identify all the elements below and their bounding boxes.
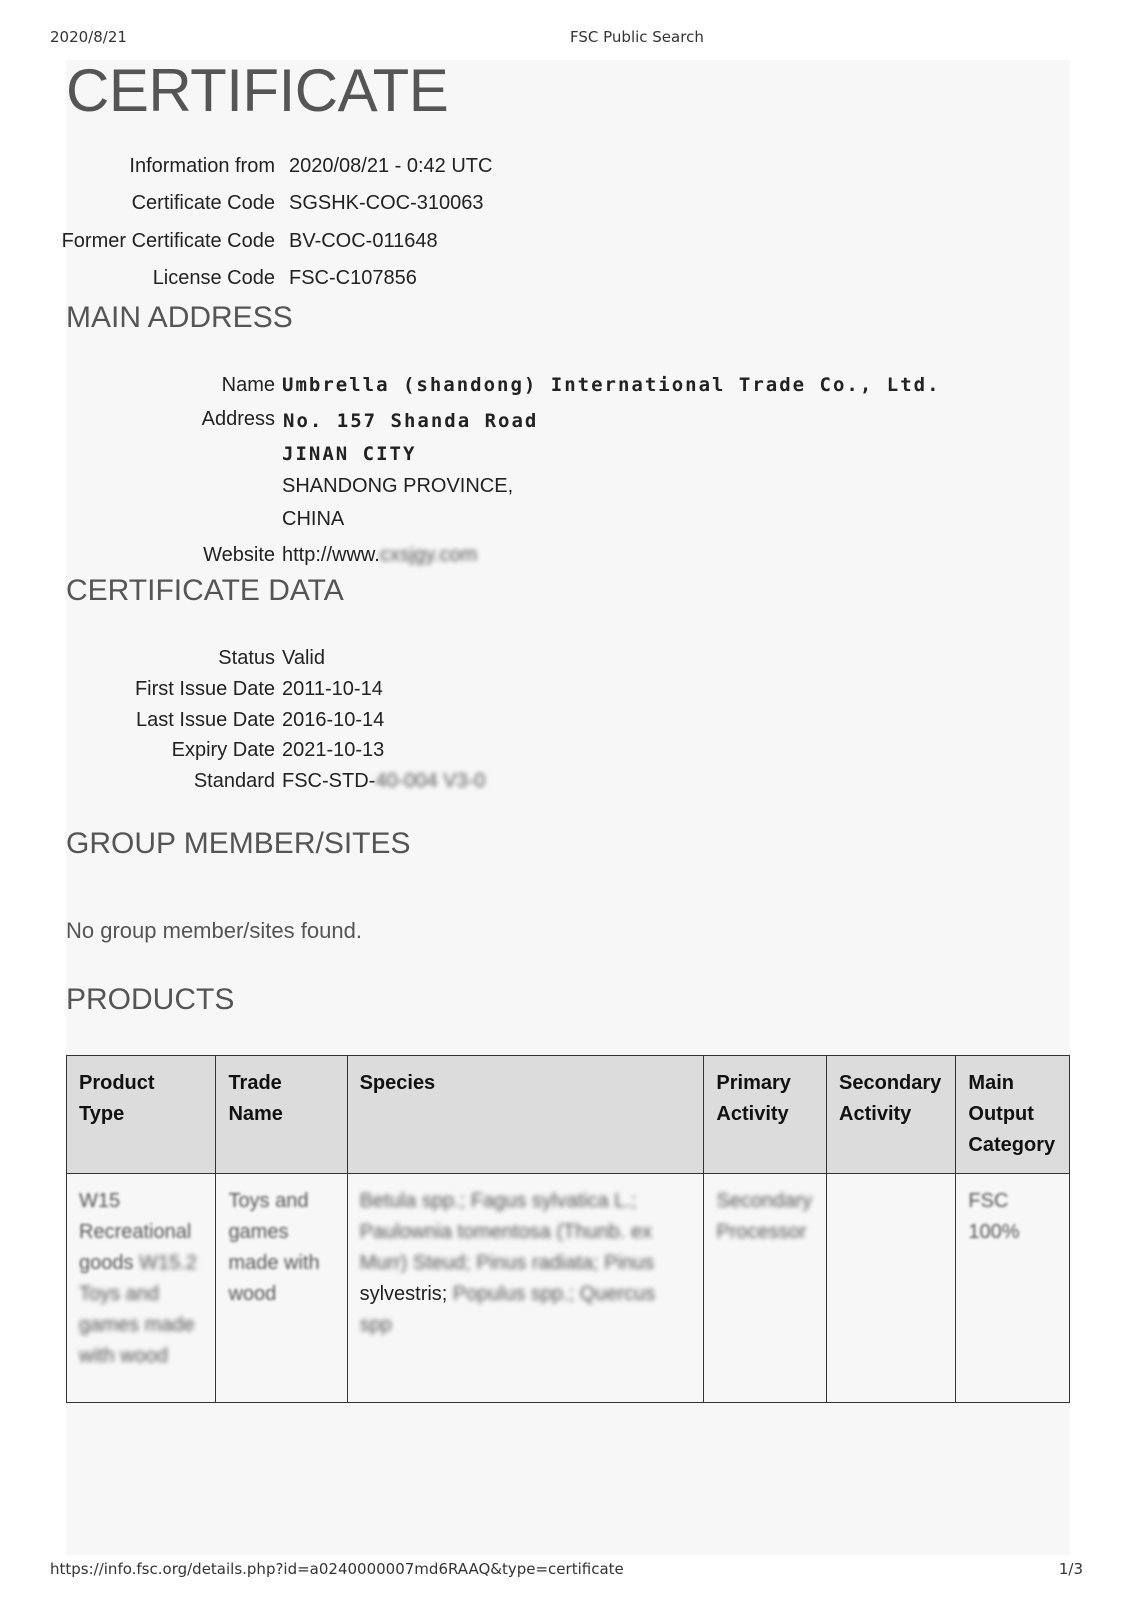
products-table bbox=[66, 1055, 1070, 1403]
trade-name-cell bbox=[216, 1174, 347, 1403]
company-name: Umbrella (shandong) International Trade Co., Ltd. bbox=[282, 374, 941, 396]
column-header: Species bbox=[347, 1056, 704, 1174]
certificate-data-heading: CERTIFICATE DATA bbox=[66, 574, 344, 607]
column-header: Main Output Category bbox=[956, 1056, 1070, 1174]
main-output-category-cell bbox=[956, 1174, 1070, 1403]
products-header-row bbox=[67, 1056, 1070, 1174]
information-from-label: Information from bbox=[129, 155, 275, 177]
certificate-code-value: SGSHK-COC-310063 bbox=[289, 192, 484, 214]
website-domain: cxsjgy.com bbox=[379, 544, 478, 566]
main-address-heading: MAIN ADDRESS bbox=[66, 301, 293, 334]
license-code-label: License Code bbox=[152, 267, 275, 289]
address-line-4: CHINA bbox=[282, 508, 345, 530]
first-issue-label: First Issue Date bbox=[134, 678, 275, 700]
primary-activity: Secondary Processor bbox=[716, 1190, 813, 1243]
column-header: Trade Name bbox=[216, 1056, 347, 1174]
species-visible: sylvestris; bbox=[359, 1283, 448, 1305]
expiry-label: Expiry Date bbox=[171, 739, 275, 761]
column-header: Secondary Activity bbox=[827, 1056, 956, 1174]
print-page-title: FSC Public Search bbox=[570, 28, 704, 46]
standard-label: Standard bbox=[193, 770, 275, 792]
standard-value bbox=[282, 770, 485, 793]
name-label: Name bbox=[221, 374, 275, 396]
website-label: Website bbox=[203, 544, 275, 566]
website-link[interactable] bbox=[282, 544, 477, 567]
address-line-2: JINAN CITY bbox=[282, 443, 417, 465]
print-page-number: 1/3 bbox=[1058, 1560, 1083, 1578]
product-type-main: W15 Recreational goods bbox=[79, 1190, 192, 1274]
former-certificate-code-value: BV-COC-011648 bbox=[289, 230, 438, 252]
main-output-category: FSC 100% bbox=[968, 1190, 1020, 1243]
species-cell bbox=[347, 1174, 704, 1403]
print-date: 2020/8/21 bbox=[50, 28, 127, 46]
address-line-1: No. 157 Shanda Road bbox=[283, 410, 539, 432]
products-heading: PRODUCTS bbox=[66, 983, 235, 1016]
species-blurred: Betula spp.; Fagus sylvatica L.; Paulownia tomentosa (Thunb. ex Murr) Steud; Pinus radiata; Pinus bbox=[359, 1190, 655, 1274]
information-from-value: 2020/08/21 - 0:42 UTC bbox=[289, 155, 493, 177]
address-line-3: SHANDONG PROVINCE, bbox=[282, 475, 514, 497]
product-type-cell bbox=[67, 1174, 216, 1403]
table-row bbox=[67, 1174, 1070, 1403]
status-label: Status bbox=[218, 647, 275, 669]
column-header: Primary Activity bbox=[704, 1056, 827, 1174]
website-prefix: http://www. bbox=[282, 544, 380, 566]
trade-name: Toys and games made with wood bbox=[228, 1190, 320, 1305]
first-issue-value: 2011-10-14 bbox=[282, 678, 383, 700]
column-header: Product Type bbox=[67, 1056, 216, 1174]
certificate-code-label: Certificate Code bbox=[131, 192, 275, 214]
page-title: CERTIFICATE bbox=[66, 57, 449, 124]
no-group-members-text: No group member/sites found. bbox=[66, 918, 362, 943]
status-value: Valid bbox=[282, 647, 325, 669]
species-blurred-end: Populus spp.; Quercus spp bbox=[359, 1283, 656, 1336]
group-members-heading: GROUP MEMBER/SITES bbox=[66, 827, 411, 860]
license-code-value: FSC-C107856 bbox=[289, 267, 417, 289]
standard-prefix: FSC-STD- bbox=[282, 770, 376, 792]
last-issue-value: 2016-10-14 bbox=[282, 709, 385, 731]
former-certificate-code-label: Former Certificate Code bbox=[61, 230, 275, 252]
print-url: https://info.fsc.org/details.php?id=a0240000007md6RAAQ&type=certificate bbox=[50, 1560, 624, 1578]
secondary-activity-cell bbox=[827, 1174, 956, 1403]
address-label: Address bbox=[201, 408, 275, 430]
last-issue-label: Last Issue Date bbox=[136, 709, 275, 731]
standard-rest: 40-004 V3-0 bbox=[375, 770, 486, 792]
primary-activity-cell bbox=[704, 1174, 827, 1403]
expiry-value: 2021-10-13 bbox=[282, 739, 385, 761]
product-type-sub: W15.2 Toys and games made with wood bbox=[79, 1252, 197, 1367]
